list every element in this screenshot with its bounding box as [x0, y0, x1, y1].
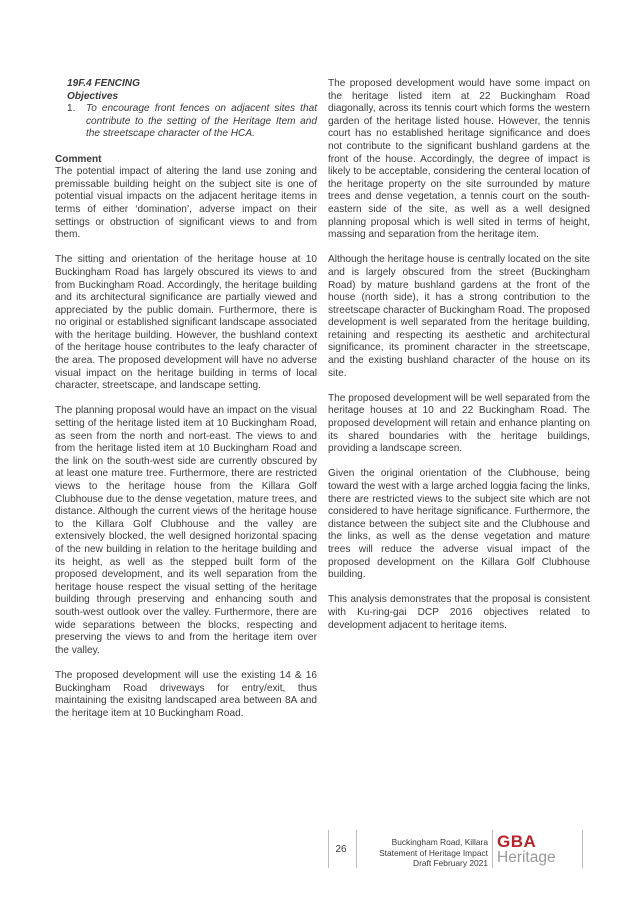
footer-divider: [356, 830, 357, 868]
paragraph: The planning proposal would have an impact on the visual setting of the heritage listed item at 10 Buckingham Road, as seen from the north and nort-east. The views to and from the heritage listed item at 10 Buckingham Road and the link on the south-west side are currently obscured by at least one mature tree. Furthermore, there are restricted views to the heritage house from the Killara Golf Clubhouse due to the dense vegetation, mature trees, and distance. Although the current views of the heritage house to the Killara Golf Clubhouse and the valley are extensively blocked, the well designed horizontal spacing of the new building in relation to the heritage building and its height, as well as the stepped built form of the proposed development, and its well separation from the heritage house respect the visual setting of the heritage building through preserving and enhancing south and south-west outlook over the valley. Furthermore, there are wide separations between the blocks, respecting and preserving the views to and from the heritage item over the valley.: [55, 405, 317, 656]
objectives-heading: Objectives: [67, 90, 119, 102]
objective-number: 1.: [67, 103, 76, 115]
doc-location: Buckingham Road, Killara: [391, 837, 488, 847]
page-number: 26: [335, 844, 347, 855]
document-info: [360, 837, 488, 869]
gba-heritage-logo: [497, 833, 577, 866]
paragraph: The potential impact of altering the land use zoning and premissable building height on the subject site is one of potential visual impacts on the adjacent heritage items in terms of either ‘domination’, adverse impact on their settings or obstruction of significant views to and from them.: [55, 166, 317, 241]
paragraph: The sitting and orientation of the heritage house at 10 Buckingham Road has largely obscured its views to and from Buckingham Road. Accordingly, the heritage building and its architectural significance are partially viewed and appreciated by the public domain. Furthermore, there is no original or established significant landscape associated with the heritage building. However, the bushland context of the heritage house contributes to the leafy character of the area. The proposed development will have no adverse visual impact on the heritage building in terms of local character, streetscape, and landscape setting.: [55, 254, 317, 392]
doc-status: Draft February 2021: [413, 858, 488, 869]
doc-title: Statement of Heritage Impact: [379, 847, 488, 858]
logo-heritage: Heritage: [497, 849, 556, 866]
objective-item: [55, 103, 317, 141]
paragraph: The proposed development would have some impact on the heritage listed item at 22 Buckingham Road diagonally, across its tennis court which forms the western garden of the heritage listed house. However, the tennis court has no established heritage significance and does not contribute to the significant bushland gardens at the front of the house. Accordingly, the degree of impact is likely to be acceptable, considering the centeral location of the heritage property on the site surrounded by mature trees and dense vegetation, a tennis court on the south-eastern side of the site, as well as a well designed planning proposal which is well sited in terms of height, massing and separation from the heritage item.: [328, 78, 590, 241]
logo-gba: GBA: [497, 832, 537, 851]
left-column: [55, 78, 317, 733]
footer-divider: [328, 830, 329, 868]
comment-heading: Comment: [55, 153, 102, 165]
objectives-list: [55, 103, 317, 141]
footer-divider: [582, 830, 583, 868]
right-column: [328, 78, 590, 645]
paragraph: The proposed development will use the existing 14 & 16 Buckingham Road driveways for entry/exit, thus maintaining the exisitng landscaped area between 8A and the heritage item at 10 Buckingham Road.: [55, 669, 317, 719]
paragraph: The proposed development will be well separated from the heritage houses at 10 and 22 Buckingham Road. The proposed development will retain and enhance planting on its shared boundaries with the heritage buildings, providing a landscape screen.: [328, 392, 590, 455]
paragraph: This analysis demonstrates that the proposal is consistent with Ku-ring-gai DCP 2016 objectives related to development adjacent to heritage items.: [328, 594, 590, 631]
page-footer: [0, 830, 637, 870]
paragraph: Given the original orientation of the Clubhouse, being toward the west with a large arched loggia facing the links, there are restricted views to the subject site which are not considered to have heritage significance. Furthermore, the distance between the subject site and the Clubhouse and the links, as well as the dense vegetation and mature trees will reduce the adverse visual impact of the proposed development on the Killara Golf Clubhouse building.: [328, 468, 590, 581]
paragraph: Although the heritage house is centrally located on the site and is largely obscured from the street (Buckingham Road) by mature bushland gardens at the front of the house (north side), it has a strong contribution to the streetscape character of Buckingham Road. The proposed development is well separated from the heritage building, retaining and respecting its aesthetic and architectural significance, its prominent character in the streetscape, and the existing bushland character of the house on its site.: [328, 254, 590, 379]
objective-text: To encourage front fences on adjacent sites that contribute to the setting of the Heritage Item and the streetscape character of the HCA.: [86, 103, 317, 140]
section-heading: 19F.4 FENCING: [67, 78, 140, 89]
footer-divider: [492, 830, 493, 868]
